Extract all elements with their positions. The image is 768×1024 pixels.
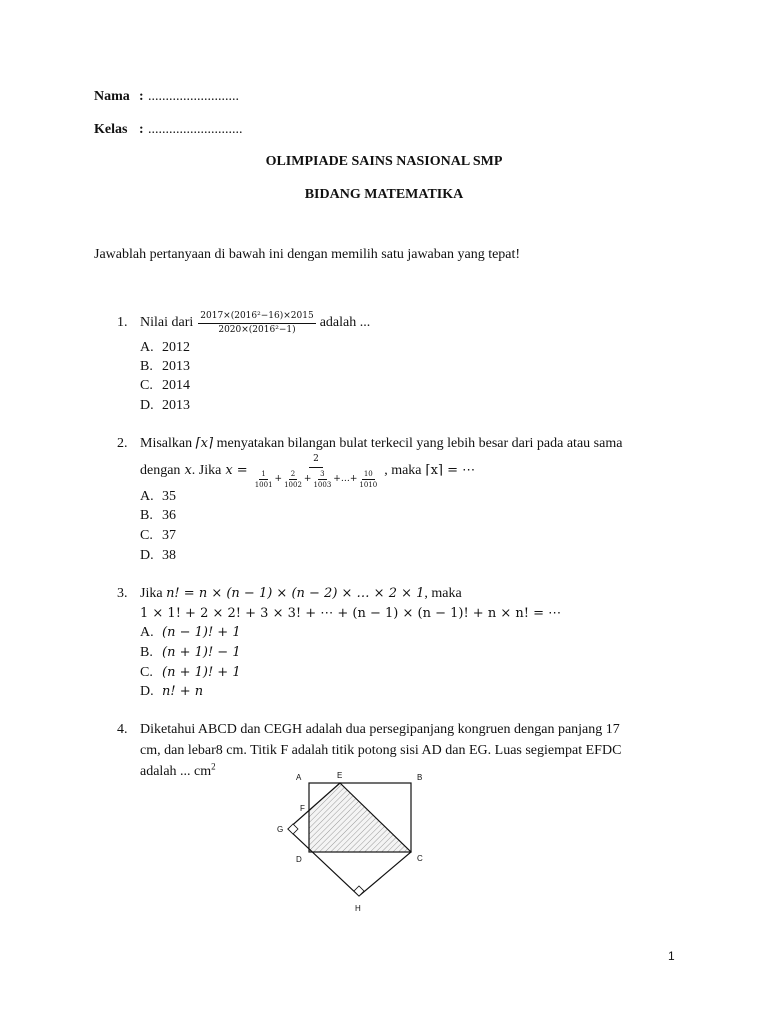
class-colon: : <box>139 122 144 137</box>
q1-suffix: adalah ... <box>319 315 371 330</box>
q1-option-b[interactable] <box>140 358 190 376</box>
q4-label-h: H <box>355 904 361 913</box>
name-field[interactable]: .......................... <box>148 89 239 104</box>
q1-option-c-letter: C. <box>140 378 153 393</box>
q4-label-e: E <box>337 771 343 780</box>
q3-option-c-text: (n + 1)! + 1 <box>162 665 241 680</box>
q3-option-d-text: n! + n <box>162 684 204 699</box>
name-colon: : <box>139 89 144 104</box>
q4-line3-superscript: 2 <box>211 761 216 772</box>
q2-ceil-x: ⌈x⌉ <box>195 436 214 451</box>
q2-main-denominator <box>251 468 382 489</box>
q3-line1-b: , maka <box>424 586 462 601</box>
q2-term-3-num: 3 <box>320 469 325 478</box>
q2-term-3 <box>311 470 333 489</box>
q2-line2-b: . Jika <box>191 463 222 478</box>
q1-option-c-text: 2014 <box>162 378 190 393</box>
q2-option-a-letter: A. <box>140 489 154 504</box>
q4-label-g: G <box>277 825 284 834</box>
q2-option-b-text: 36 <box>162 508 176 523</box>
q4-label-d: D <box>296 855 302 864</box>
q2-term-4-num: 10 <box>363 469 373 478</box>
q4-line-2: cm, dan lebar8 cm. Titik F adalah titik potong sisi AD dan EG. Luas segiempat EFDC <box>140 743 622 758</box>
q2-term-2 <box>282 470 304 489</box>
q2-option-a[interactable] <box>140 488 176 506</box>
q1-option-a[interactable] <box>140 339 190 357</box>
q2-x-eq: x = <box>225 463 248 478</box>
q2-term-1-den: 1001 <box>254 480 273 489</box>
q2-main-numerator: 2 <box>309 454 323 468</box>
q2-term-2-num: 2 <box>290 469 296 478</box>
q2-line2-a: dengan <box>140 463 181 478</box>
q1-option-d-text: 2013 <box>162 398 190 413</box>
q2-term-2-den: 1002 <box>284 480 302 489</box>
q3-option-b[interactable] <box>140 644 241 662</box>
q2-main-fraction <box>251 454 382 489</box>
title-line-1: OLIMPIADE SAINS NASIONAL SMP <box>265 154 503 169</box>
q1-option-b-letter: B. <box>140 359 153 374</box>
q3-line-2: 1 × 1! + 2 × 2! + 3 × 3! + ⋯ + (n − 1) × (n − 1)! + n × n! = ⋯ <box>140 606 562 621</box>
q4-label-a: A <box>296 773 302 782</box>
q3-option-d-letter: D. <box>140 684 154 699</box>
q4-line-3 <box>140 763 216 781</box>
q4-label-b: B <box>417 773 423 782</box>
q1-number: 1. <box>117 315 128 330</box>
q2-option-d-letter: D. <box>140 548 154 563</box>
q2-option-b-letter: B. <box>140 508 153 523</box>
q3-number: 3. <box>117 586 128 601</box>
q3-option-c[interactable] <box>140 664 241 682</box>
q3-option-a[interactable] <box>140 624 241 642</box>
q3-line1-math: n! = n × (n − 1) × (n − 2) × … × 2 × 1 <box>166 586 425 601</box>
q2-term-1 <box>253 470 275 489</box>
q2-option-b[interactable] <box>140 507 176 525</box>
q4-number: 4. <box>117 722 128 737</box>
q3-option-b-letter: B. <box>140 645 153 660</box>
q2-number: 2. <box>117 436 128 451</box>
q1-fraction-denominator: 2020×(2016²−1) <box>218 324 296 335</box>
q4-line-1: Diketahui ABCD dan CEGH adalah dua persegipanjang kongruen dengan panjang 17 <box>140 722 620 737</box>
q2-term-3-den: 1003 <box>313 480 332 489</box>
q2-option-a-text: 35 <box>162 489 176 504</box>
q2-option-d-text: 38 <box>162 548 176 563</box>
page-number: 1 <box>668 949 675 963</box>
q3-option-a-letter: A. <box>140 625 154 640</box>
q3-option-c-letter: C. <box>140 665 153 680</box>
q3-line1-a: Jika <box>140 586 163 601</box>
q1-option-a-text: 2012 <box>162 340 190 355</box>
q2-plus-1: + <box>274 473 283 484</box>
q1-option-a-letter: A. <box>140 340 154 355</box>
q4-right-angle-h <box>354 886 364 896</box>
q4-line3-text: adalah ... cm <box>140 764 212 779</box>
q2-option-c[interactable] <box>140 527 176 545</box>
class-field[interactable]: ........................... <box>148 122 243 137</box>
q4-label-c: C <box>417 854 423 863</box>
q2-term-4-den: 1010 <box>359 480 378 489</box>
q2-result: ⌈x⌉ = ⋯ <box>425 463 476 478</box>
q3-option-d[interactable] <box>140 683 203 701</box>
class-label: Kelas <box>94 122 128 137</box>
q4-right-angle-g <box>288 824 298 834</box>
q2-line1-b: menyatakan bilangan bulat terkecil yang lebih besar dari pada atau sama <box>216 436 623 451</box>
q3-option-a-text: (n − 1)! + 1 <box>162 625 241 640</box>
q2-option-d[interactable] <box>140 547 176 565</box>
q1-prefix: Nilai dari <box>140 315 194 330</box>
q2-term-4 <box>357 470 379 489</box>
q1-option-b-text: 2013 <box>162 359 190 374</box>
q1-fraction <box>198 311 315 336</box>
q4-shaded-region-efdc <box>309 783 411 852</box>
q2-var-x: x <box>184 463 192 478</box>
q2-plus-2: + <box>303 473 312 484</box>
q1-fraction-numerator: 2017×(2016²−16)×2015 <box>198 311 315 324</box>
q3-line-1 <box>140 585 462 603</box>
q4-label-f: F <box>300 804 305 813</box>
q1-option-d-letter: D. <box>140 398 154 413</box>
q2-line2-c: , maka <box>384 463 422 478</box>
q2-line-2 <box>140 451 475 491</box>
q1-option-d[interactable] <box>140 397 190 415</box>
title-line-2: BIDANG MATEMATIKA <box>304 187 464 202</box>
instruction-text: Jawablah pertanyaan di bawah ini dengan memilih satu jawaban yang tepat! <box>94 247 521 262</box>
q1-stem <box>140 306 370 340</box>
q1-option-c[interactable] <box>140 377 190 395</box>
q3-option-b-text: (n + 1)! − 1 <box>162 645 241 660</box>
q2-plus-3: + <box>333 473 341 484</box>
q2-dots: … <box>340 473 350 484</box>
name-label: Nama <box>94 89 130 104</box>
q2-plus-4: + <box>349 473 358 484</box>
q2-option-c-text: 37 <box>162 528 176 543</box>
q4-figure <box>270 768 440 918</box>
q2-option-c-letter: C. <box>140 528 153 543</box>
q2-line1-a: Misalkan <box>140 436 193 451</box>
q2-term-1-num: 1 <box>261 469 266 478</box>
